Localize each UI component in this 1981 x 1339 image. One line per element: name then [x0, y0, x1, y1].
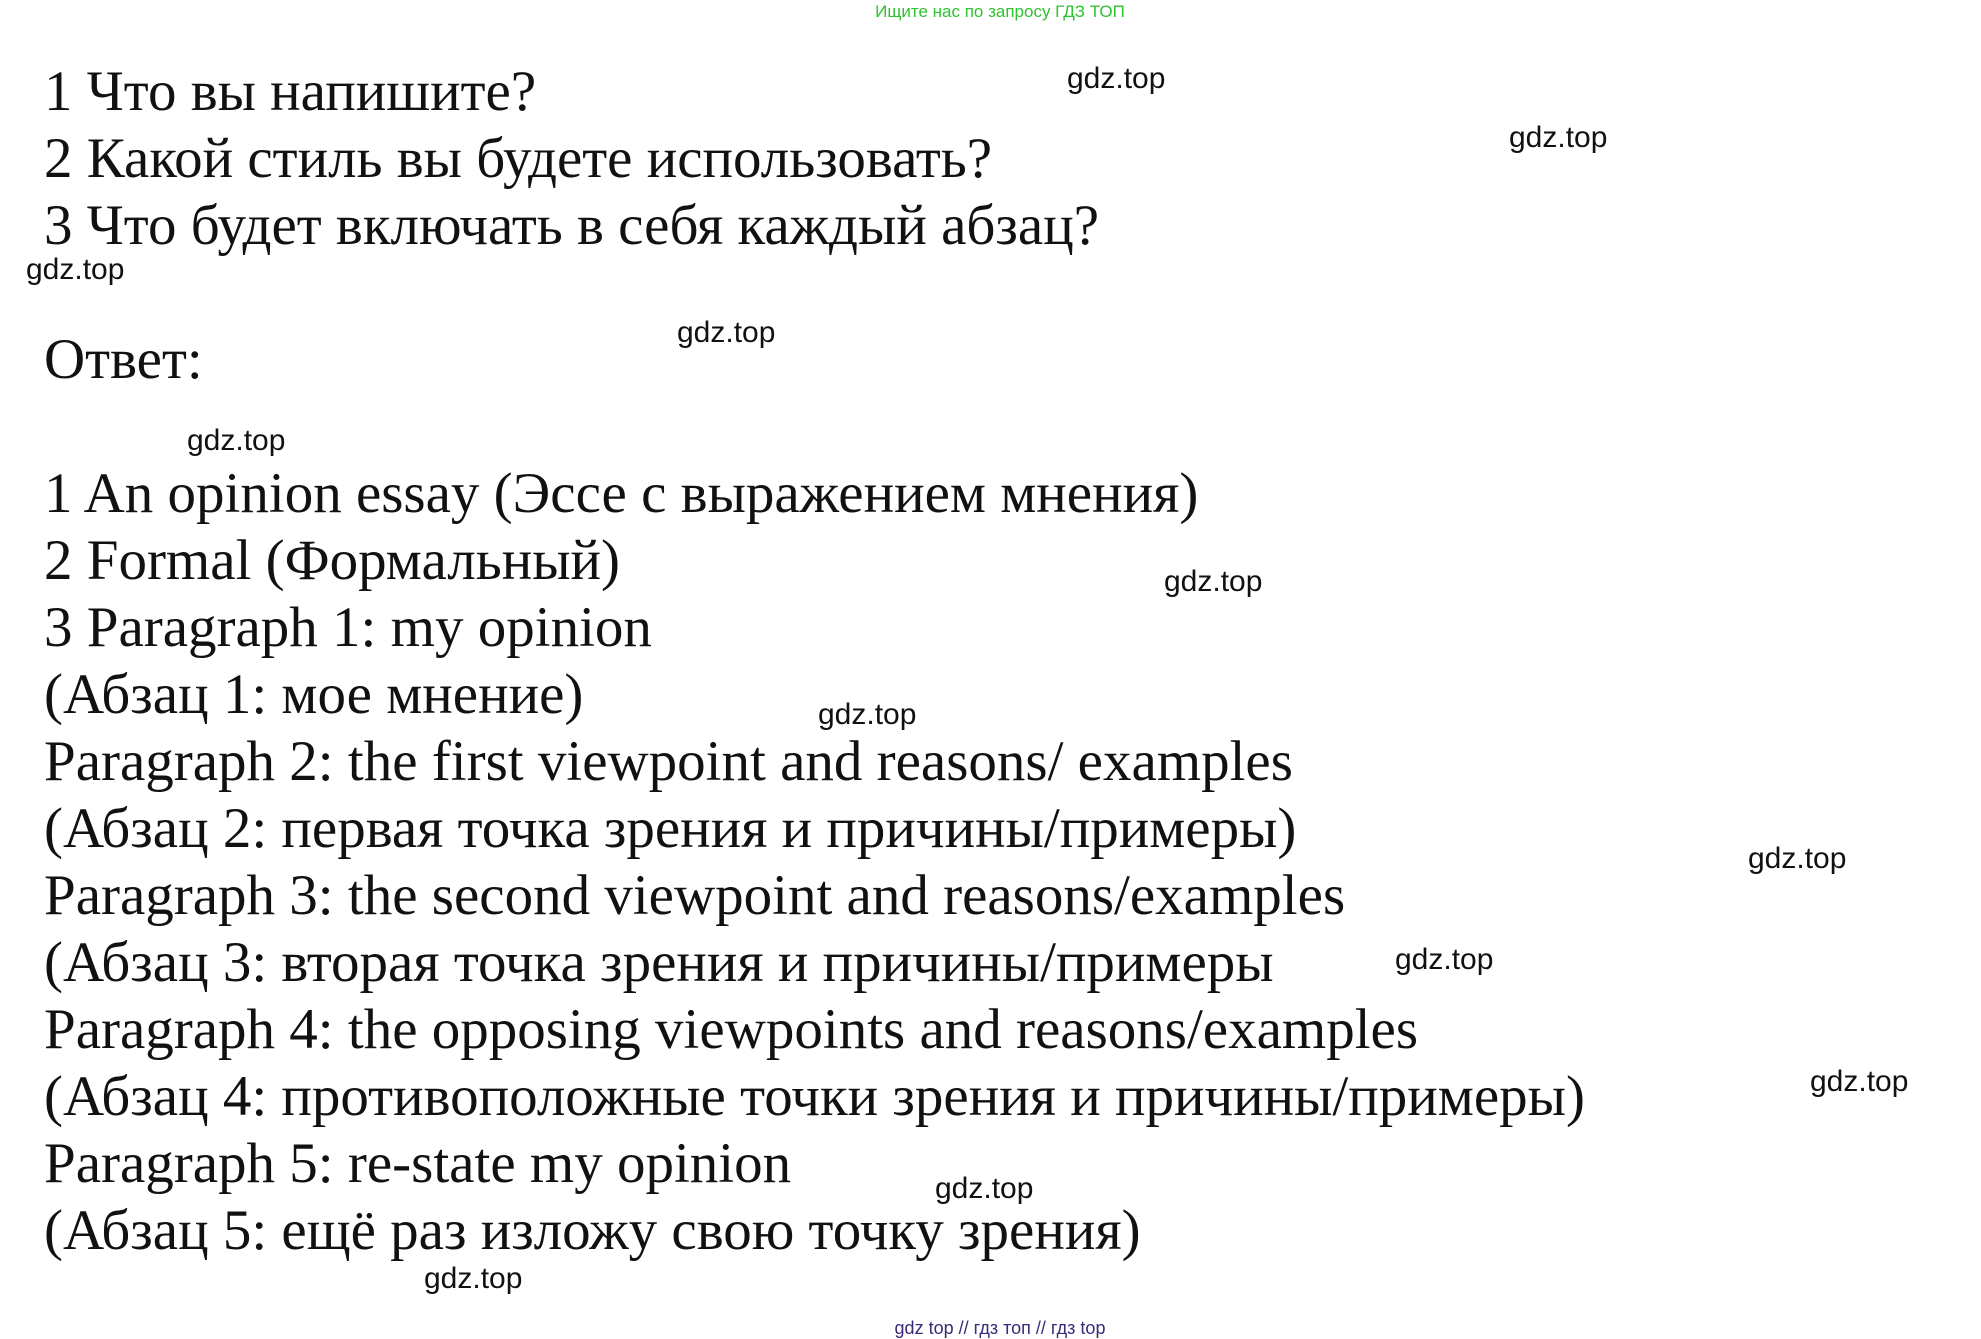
answer-line-6: (Абзац 2: первая точка зрения и причины/примеры): [44, 797, 1297, 860]
watermark: gdz.top: [935, 1172, 1034, 1205]
answer-line-10: (Абзац 4: противоположные точки зрения и причины/примеры): [44, 1065, 1585, 1128]
answer-line-5: Paragraph 2: the first viewpoint and reasons/ examples: [44, 730, 1293, 793]
answer-line-7: Paragraph 3: the second viewpoint and reasons/examples: [44, 864, 1346, 927]
footer-links[interactable]: gdz top // гдз топ // гдз top: [894, 1318, 1106, 1338]
answer-line-4: (Абзац 1: мое мнение): [44, 663, 584, 726]
watermark: gdz.top: [424, 1262, 523, 1295]
watermark: gdz.top: [677, 316, 776, 349]
watermark: gdz.top: [1509, 121, 1608, 154]
header-search-link[interactable]: Ищите нас по запросу ГДЗ ТОП: [875, 2, 1125, 21]
answer-line-3: 3 Paragraph 1: my opinion: [44, 596, 652, 659]
watermark: gdz.top: [26, 253, 125, 286]
answer-line-9: Paragraph 4: the opposing viewpoints and reasons/examples: [44, 998, 1419, 1061]
answer-line-11: Paragraph 5: re-state my opinion: [44, 1132, 792, 1195]
answer-line-8: (Абзац 3: вторая точка зрения и причины/примеры: [44, 931, 1274, 994]
question-3: 3 Что будет включать в себя каждый абзац?: [44, 194, 1100, 257]
watermark: gdz.top: [1164, 565, 1263, 598]
answer-line-2: 2 Formal (Формальный): [44, 529, 621, 592]
answer-line-1: 1 An opinion essay (Эссе с выражением мнения): [44, 462, 1199, 525]
answer-line-12: (Абзац 5: ещё раз изложу свою точку зрения): [44, 1199, 1141, 1262]
question-1: 1 Что вы напишите?: [44, 60, 537, 123]
answer-heading: Ответ:: [44, 328, 203, 391]
watermark: gdz.top: [818, 698, 917, 731]
watermark: gdz.top: [1748, 842, 1847, 875]
watermark: gdz.top: [187, 424, 286, 457]
question-2: 2 Какой стиль вы будете использовать?: [44, 127, 993, 190]
watermark: gdz.top: [1395, 943, 1494, 976]
watermark: gdz.top: [1810, 1065, 1909, 1098]
watermark: gdz.top: [1067, 62, 1166, 95]
